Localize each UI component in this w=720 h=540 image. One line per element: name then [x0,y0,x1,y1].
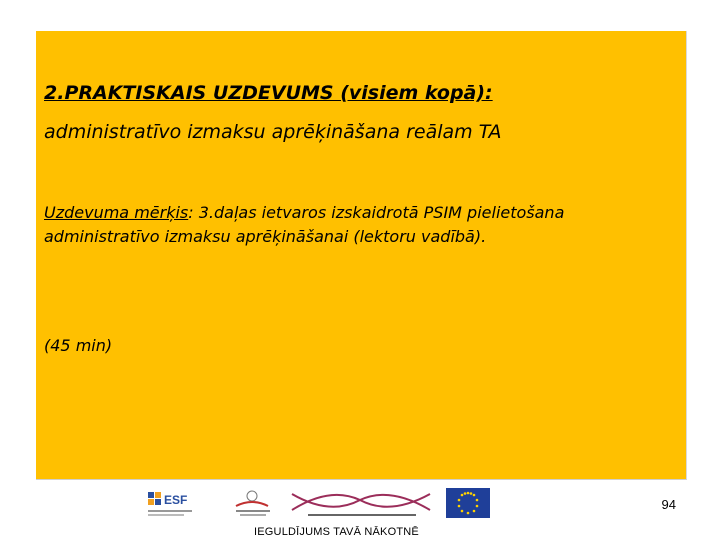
task-goal-label: Uzdevuma mērķis [44,203,189,222]
task-goal [44,201,684,249]
content-panel [36,31,687,480]
task-duration: (45 min) [44,336,113,355]
task-goal-text: : 3.daļas ietvaros izskaidrotā PSIM pielietošana administratīvo izmaksu aprēķināšanai (lektoru vadībā). [44,203,565,246]
slide-subtitle: administratīvo izmaksu aprēķināšana reālam TA [44,121,502,143]
slide-title: 2.PRAKTISKAIS UZDEVUMS (visiem kopā): [44,82,493,104]
esf-logo [134,488,208,528]
eu-flag-logo [446,488,490,518]
page-number: 94 [661,497,676,512]
footer-tagline: IEGULDĪJUMS TAVĀ NĀKOTNĒ [254,526,419,538]
national-development-logo [222,488,284,528]
social-integration-fund-logo [290,488,432,522]
svg-text:ESF: ESF [164,493,188,507]
